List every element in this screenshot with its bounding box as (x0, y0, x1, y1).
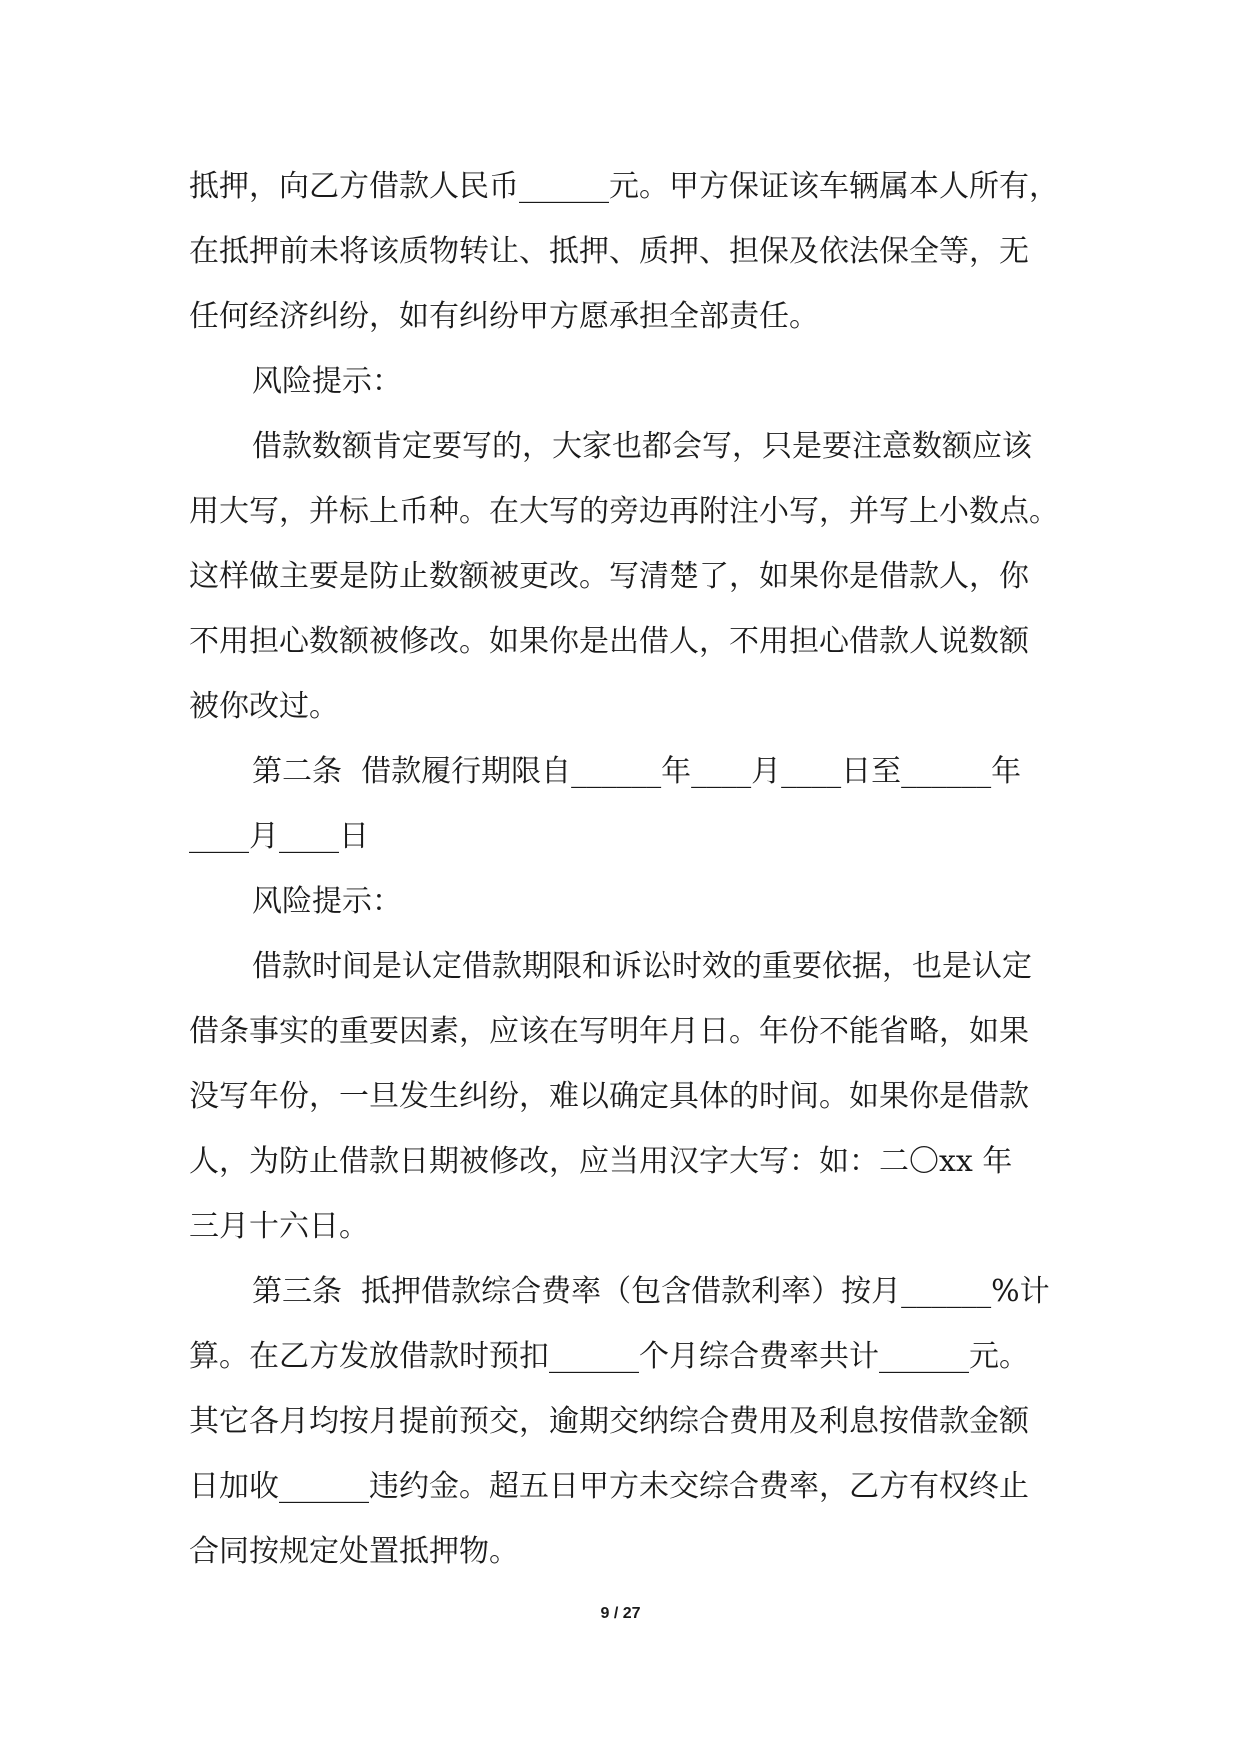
text-line: 用大写，并标上币种。在大写的旁边再附注小写，并写上小数点。 (189, 494, 1059, 529)
text-line: 三月十六日。 (189, 1209, 369, 1244)
text-line: 借款数额肯定要写的，大家也都会写，只是要注意数额应该 (252, 429, 1032, 464)
article-two-heading: 第二条 借款履行期限自______年____月____日至______年 (252, 754, 1022, 789)
text-line: 合同按规定处置抵押物。 (189, 1534, 519, 1569)
text-line: 抵押，向乙方借款人民币______元。甲方保证该车辆属本人所有， (189, 169, 1059, 204)
text-line: 借款时间是认定借款期限和诉讼时效的重要依据，也是认定 (252, 949, 1032, 984)
text-line: 被你改过。 (189, 689, 339, 724)
text-line: 人，为防止借款日期被修改，应当用汉字大写：如：二〇xx 年 (189, 1144, 1013, 1179)
text-line: 日加收______违约金。超五日甲方未交综合费率，乙方有权终止 (189, 1469, 1029, 1504)
document-body (189, 154, 1059, 1584)
text-line: 借条事实的重要因素，应该在写明年月日。年份不能省略，如果 (189, 1014, 1029, 1049)
text-line: ____月____日 (189, 819, 369, 854)
article-three-heading: 第三条 抵押借款综合费率（包含借款利率）按月______%计 (252, 1274, 1050, 1309)
risk-tip-heading: 风险提示： (252, 884, 402, 919)
text-line: 任何经济纠纷，如有纠纷甲方愿承担全部责任。 (189, 299, 819, 334)
text-line: 这样做主要是防止数额被更改。写清楚了，如果你是借款人，你 (189, 559, 1029, 594)
text-line: 没写年份，一旦发生纠纷，难以确定具体的时间。如果你是借款 (189, 1079, 1029, 1114)
risk-tip-heading: 风险提示： (252, 364, 402, 399)
text-line: 算。在乙方发放借款时预扣______个月综合费率共计______元。 (189, 1339, 1029, 1374)
text-line: 不用担心数额被修改。如果你是出借人，不用担心借款人说数额 (189, 624, 1029, 659)
page-number: 9 / 27 (600, 1605, 641, 1622)
text-line: 在抵押前未将该质物转让、抵押、质押、担保及依法保全等，无 (189, 234, 1029, 269)
text-line: 其它各月均按月提前预交，逾期交纳综合费用及利息按借款金额 (189, 1404, 1029, 1439)
